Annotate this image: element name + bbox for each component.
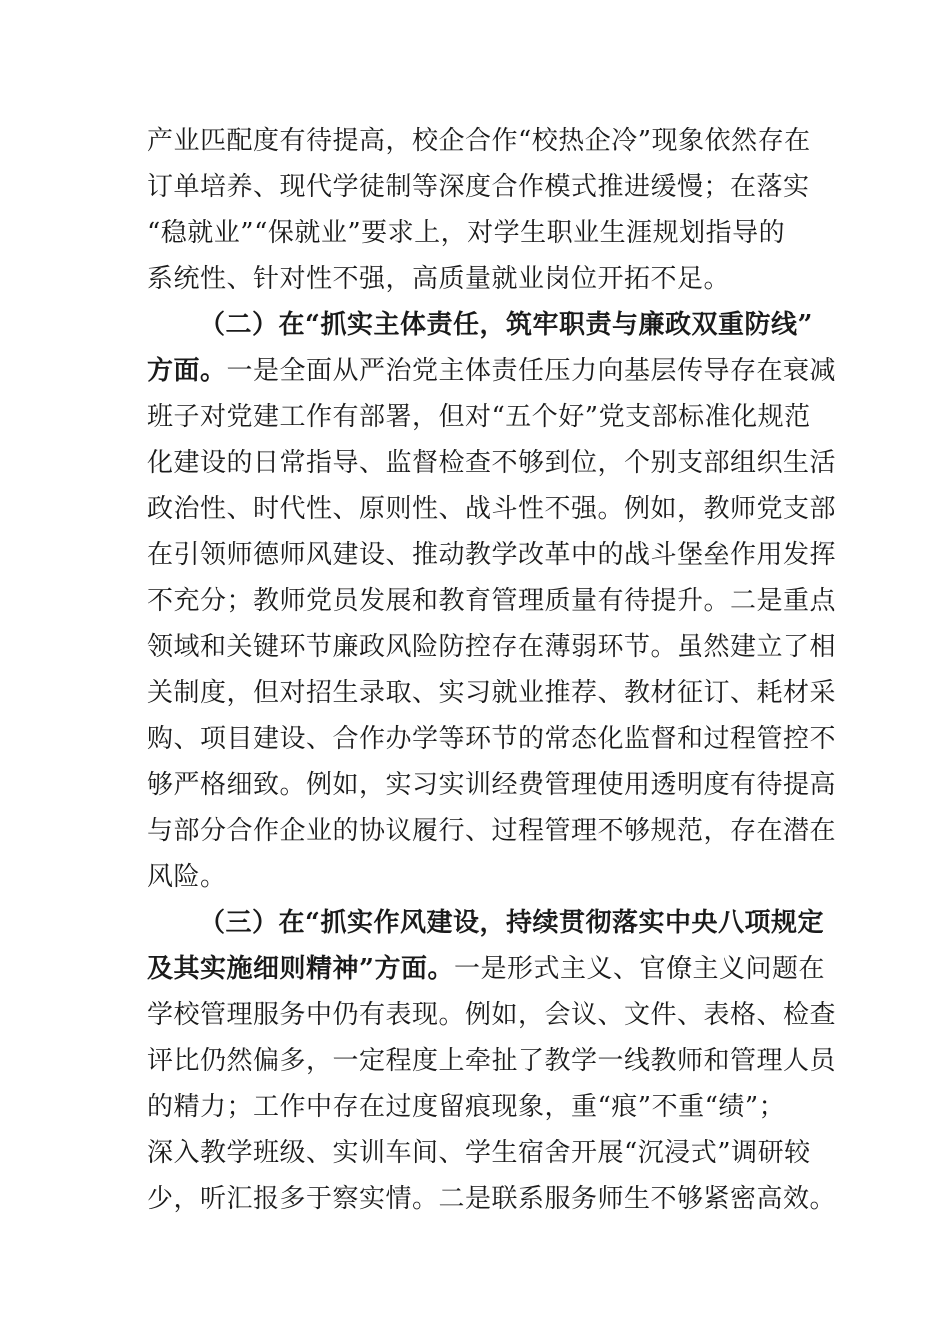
- section-heading-2: （二）在“抓实主体责任，筑牢职责与廉政双重防线”: [199, 310, 813, 340]
- paragraph-line: 学校管理服务中仍有表现。例如，会议、文件、表格、检查: [147, 1000, 837, 1030]
- paragraph-line: 班子对党建工作有部署，但对“五个好”党支部标准化规范: [147, 402, 811, 432]
- paragraph-line: 系统性、针对性不强，高质量就业岗位开拓不足。: [147, 264, 731, 294]
- paragraph-line: 够严格细致。例如，实习实训经费管理使用透明度有待提高: [147, 770, 837, 800]
- paragraph-line: “稳就业”“保就业”要求上，对学生职业生涯规划指导的: [147, 218, 786, 248]
- paragraph-line: 在引领师德师风建设、推动教学改革中的战斗堡垒作用发挥: [147, 540, 837, 570]
- paragraph-text: 一是形式主义、官僚主义问题在: [453, 954, 825, 984]
- paragraph-line: 的精力；工作中存在过度留痕现象，重“痕”不重“绩”；: [147, 1092, 786, 1122]
- section-heading-3: （三）在“抓实作风建设，持续贯彻落实中央八项规定: [199, 908, 824, 938]
- section-heading-2-tail: 方面。: [147, 356, 227, 386]
- paragraph-line: 产业匹配度有待提高，校企合作“校热企冷”现象依然存在: [147, 126, 811, 156]
- paragraph-line: 不充分；教师党员发展和教育管理质量有待提升。二是重点: [147, 586, 837, 616]
- paragraph-line: [147, 348, 837, 394]
- paragraph-line: 领域和关键环节廉政风险防控存在薄弱环节。虽然建立了相: [147, 632, 837, 662]
- paragraph-line: 政治性、时代性、原则性、战斗性不强。例如，教师党支部: [147, 494, 837, 524]
- paragraph-text: 一是全面从严治党主体责任压力向基层传导存在衰减: [226, 356, 837, 386]
- paragraph-line: [147, 946, 825, 992]
- paragraph-line: 订单培养、现代学徒制等深度合作模式推进缓慢；在落实: [147, 172, 810, 202]
- paragraph-line: 风险。: [147, 862, 227, 892]
- paragraph-line: 化建设的日常指导、监督检查不够到位，个别支部组织生活: [147, 448, 837, 478]
- paragraph-line: 购、项目建设、合作办学等环节的常态化监督和过程管控不: [147, 724, 837, 754]
- paragraph-line: 评比仍然偏多，一定程度上牵扯了教学一线教师和管理人员: [147, 1046, 837, 1076]
- paragraph-line: 关制度，但对招生录取、实习就业推荐、教材征订、耗材采: [147, 678, 837, 708]
- section-heading-3-tail: 及其实施细则精神”方面。: [147, 954, 454, 984]
- paragraph-line: 深入教学班级、实训车间、学生宿舍开展“沉浸式”调研较: [147, 1138, 811, 1168]
- paragraph-line: 少，听汇报多于察实情。二是联系服务师生不够紧密高效。: [147, 1184, 837, 1214]
- paragraph-line: 与部分合作企业的协议履行、过程管理不够规范，存在潜在: [147, 816, 837, 846]
